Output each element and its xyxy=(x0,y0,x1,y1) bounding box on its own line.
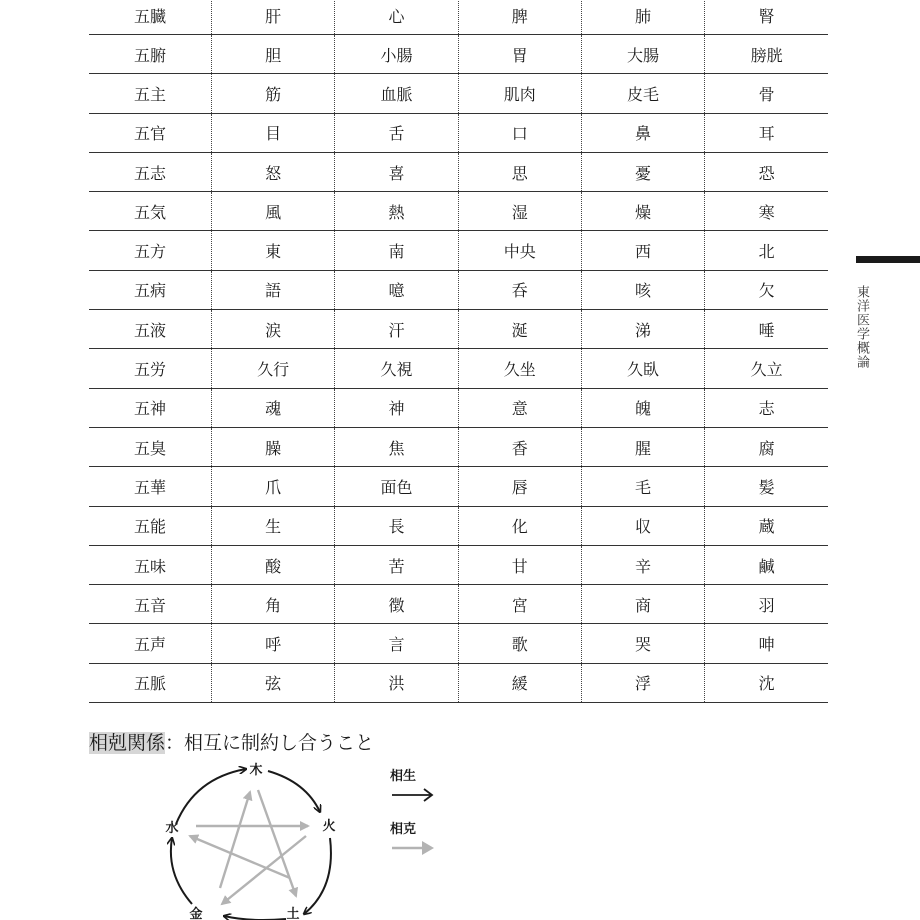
table-cell: 欠 xyxy=(705,270,828,309)
table-cell: 鹹 xyxy=(705,545,828,584)
row-header-cell: 五脈 xyxy=(89,663,212,702)
table-cell: 湿 xyxy=(458,192,581,231)
table-cell: 胆 xyxy=(212,35,335,74)
row-header-cell: 五声 xyxy=(89,624,212,663)
table-cell: 意 xyxy=(458,388,581,427)
legend-generating-arrow xyxy=(390,787,436,803)
row-header-cell: 五液 xyxy=(89,310,212,349)
row-header-cell: 五腑 xyxy=(89,35,212,74)
row-header-cell: 五音 xyxy=(89,585,212,624)
table-cell: 呼 xyxy=(212,624,335,663)
row-header-cell: 五能 xyxy=(89,506,212,545)
row-header-cell: 五病 xyxy=(89,270,212,309)
table-cell: 燥 xyxy=(581,192,704,231)
table-cell: 弦 xyxy=(212,663,335,702)
row-header-cell: 五味 xyxy=(89,545,212,584)
table-cell: 口 xyxy=(458,113,581,152)
table-cell: 焦 xyxy=(335,427,458,466)
generate-arrow-fire-earth xyxy=(304,838,331,914)
table-cell: 神 xyxy=(335,388,458,427)
section-heading xyxy=(89,728,374,755)
table-row xyxy=(89,585,828,624)
table-cell: 緩 xyxy=(458,663,581,702)
table-row xyxy=(89,467,828,506)
table-cell: 面色 xyxy=(335,467,458,506)
table-row xyxy=(89,74,828,113)
table-cell: 角 xyxy=(212,585,335,624)
side-tab-bar xyxy=(856,256,920,263)
table-cell: 語 xyxy=(212,270,335,309)
table-cell: 寒 xyxy=(705,192,828,231)
table-row xyxy=(89,113,828,152)
table-cell: 肌肉 xyxy=(458,74,581,113)
table-cell: 涎 xyxy=(458,310,581,349)
table-row xyxy=(89,310,828,349)
table-row xyxy=(89,427,828,466)
row-header-cell: 五気 xyxy=(89,192,212,231)
table-cell: 生 xyxy=(212,506,335,545)
table-row xyxy=(89,663,828,702)
node-earth: 土 xyxy=(286,907,300,920)
table-cell: 魄 xyxy=(581,388,704,427)
table-cell: 咳 xyxy=(581,270,704,309)
table-cell: 浮 xyxy=(581,663,704,702)
table-cell: 恐 xyxy=(705,152,828,191)
table-cell: 東 xyxy=(212,231,335,270)
table-cell: 血脈 xyxy=(335,74,458,113)
table-cell: 腐 xyxy=(705,427,828,466)
table-cell: 熱 xyxy=(335,192,458,231)
generate-arrow-wood-fire xyxy=(268,771,320,812)
control-cycle-diagram xyxy=(150,756,336,920)
table-row xyxy=(89,388,828,427)
table-cell: 西 xyxy=(581,231,704,270)
table-cell: 髪 xyxy=(705,467,828,506)
table-row xyxy=(89,270,828,309)
table-cell: 爪 xyxy=(212,467,335,506)
table-cell: 鼻 xyxy=(581,113,704,152)
row-header-cell: 五志 xyxy=(89,152,212,191)
table-cell: 久臥 xyxy=(581,349,704,388)
table-cell: 化 xyxy=(458,506,581,545)
table-cell: 肝 xyxy=(212,0,335,35)
table-cell: 怒 xyxy=(212,152,335,191)
row-header-cell: 五方 xyxy=(89,231,212,270)
node-wood: 木 xyxy=(249,763,263,778)
node-fire: 火 xyxy=(322,819,336,834)
row-header-cell: 五臓 xyxy=(89,0,212,35)
table-cell: 肺 xyxy=(581,0,704,35)
control-arrow-earth-water xyxy=(190,836,290,878)
table-row xyxy=(89,231,828,270)
row-header-cell: 五労 xyxy=(89,349,212,388)
table-cell: 耳 xyxy=(705,113,828,152)
table-cell: 心 xyxy=(335,0,458,35)
table-cell: 長 xyxy=(335,506,458,545)
table-cell: 南 xyxy=(335,231,458,270)
table-cell: 徴 xyxy=(335,585,458,624)
table-cell: 呻 xyxy=(705,624,828,663)
table-cell: 苦 xyxy=(335,545,458,584)
table-cell: 筋 xyxy=(212,74,335,113)
table-row xyxy=(89,152,828,191)
table-cell: 脾 xyxy=(458,0,581,35)
table-cell: 喜 xyxy=(335,152,458,191)
table-cell: 臊 xyxy=(212,427,335,466)
table-cell: 思 xyxy=(458,152,581,191)
table-cell: 唾 xyxy=(705,310,828,349)
table-cell: 小腸 xyxy=(335,35,458,74)
table-cell: 沈 xyxy=(705,663,828,702)
table-row xyxy=(89,506,828,545)
table-row xyxy=(89,545,828,584)
table-cell: 腥 xyxy=(581,427,704,466)
table-cell: 宮 xyxy=(458,585,581,624)
control-arrow-metal-wood xyxy=(220,792,250,888)
heading-rest: ：相互に制約し合うこと xyxy=(165,732,375,754)
legend-controlling-label: 相克 xyxy=(390,822,417,837)
row-header-cell: 五華 xyxy=(89,467,212,506)
table-cell: 噫 xyxy=(335,270,458,309)
node-water: 水 xyxy=(165,821,179,836)
table-cell: 哭 xyxy=(581,624,704,663)
generate-arrow-earth-metal xyxy=(224,916,286,920)
table-cell: 膀胱 xyxy=(705,35,828,74)
table-cell: 涕 xyxy=(581,310,704,349)
table-row xyxy=(89,35,828,74)
row-header-cell: 五臭 xyxy=(89,427,212,466)
table-cell: 皮毛 xyxy=(581,74,704,113)
table-cell: 唇 xyxy=(458,467,581,506)
table-row xyxy=(89,349,828,388)
table-cell: 中央 xyxy=(458,231,581,270)
table-cell: 甘 xyxy=(458,545,581,584)
heading-highlight: 相剋関係 xyxy=(89,732,166,754)
table-cell: 汗 xyxy=(335,310,458,349)
table-cell: 呑 xyxy=(458,270,581,309)
table-cell: 大腸 xyxy=(581,35,704,74)
table-cell: 風 xyxy=(212,192,335,231)
table-cell: 歌 xyxy=(458,624,581,663)
table-row xyxy=(89,192,828,231)
node-metal: 金 xyxy=(189,907,203,920)
legend-generating-label: 相生 xyxy=(390,769,417,784)
table-cell: 蔵 xyxy=(705,506,828,545)
table-cell: 収 xyxy=(581,506,704,545)
table-cell: 久立 xyxy=(705,349,828,388)
table-row xyxy=(89,0,828,35)
row-header-cell: 五神 xyxy=(89,388,212,427)
table-cell: 久行 xyxy=(212,349,335,388)
row-header-cell: 五官 xyxy=(89,113,212,152)
table-cell: 辛 xyxy=(581,545,704,584)
table-row xyxy=(89,624,828,663)
legend-controlling-arrow xyxy=(390,840,436,856)
table-cell: 骨 xyxy=(705,74,828,113)
table-cell: 舌 xyxy=(335,113,458,152)
table-cell: 北 xyxy=(705,231,828,270)
table-cell: 志 xyxy=(705,388,828,427)
side-tab-label: 東洋医学概論 xyxy=(854,285,869,369)
table-cell: 胃 xyxy=(458,35,581,74)
table-cell: 毛 xyxy=(581,467,704,506)
table-cell: 羽 xyxy=(705,585,828,624)
table-cell: 洪 xyxy=(335,663,458,702)
control-arrow-wood-earth xyxy=(258,790,296,896)
table-cell: 久坐 xyxy=(458,349,581,388)
row-header-cell: 五主 xyxy=(89,74,212,113)
five-elements-table xyxy=(89,0,828,703)
generate-arrow-water-wood xyxy=(176,769,246,824)
table-cell: 久視 xyxy=(335,349,458,388)
table-cell: 言 xyxy=(335,624,458,663)
table-cell: 目 xyxy=(212,113,335,152)
control-arrow-fire-metal xyxy=(222,836,306,904)
table-cell: 憂 xyxy=(581,152,704,191)
table-cell: 腎 xyxy=(705,0,828,35)
table-cell: 涙 xyxy=(212,310,335,349)
generate-arrow-metal-water xyxy=(171,838,192,904)
table-cell: 魂 xyxy=(212,388,335,427)
table-cell: 商 xyxy=(581,585,704,624)
table-cell: 酸 xyxy=(212,545,335,584)
table-cell: 香 xyxy=(458,427,581,466)
